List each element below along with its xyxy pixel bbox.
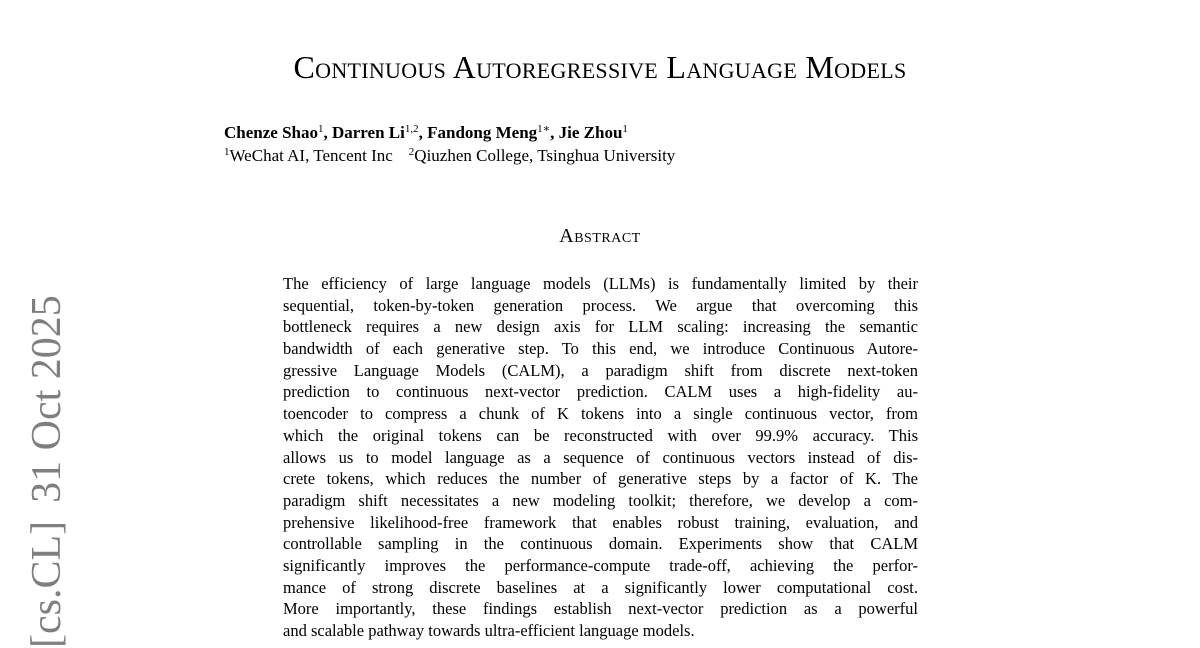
arxiv-date: 31 Oct 2025 (24, 295, 70, 503)
abstract-line: mance of strong discrete baselines at a significantly lower computational cost. (283, 577, 918, 597)
abstract-line: prehensive likelihood-free framework that enables robust training, evaluation, and (283, 512, 918, 532)
abstract-line: prediction to continuous next-vector prediction. CALM uses a high-fidelity au- (283, 382, 918, 402)
author-list: Chenze Shao$^1$, Darren Li$^{1,2}$, Fandong Meng$^{1∗}$, Jie Zhou$^1$ (224, 123, 628, 142)
abstract-line: toencoder to compress a chunk of K tokens into a single continuous vector, from (283, 404, 918, 424)
author-affiliation-mark: 1 (622, 123, 628, 135)
author-affiliation-mark: 1∗ (537, 123, 551, 135)
abstract-line: More importantly, these findings establish next-vector prediction as a powerful (283, 599, 918, 619)
affiliation-name: WeChat AI, Tencent Inc (229, 146, 393, 165)
author-name: Darren Li (331, 123, 405, 142)
abstract-line: bottleneck requires a new design axis for LLM scaling: increasing the semantic (283, 317, 918, 337)
affiliation-mark: 1 (224, 146, 230, 158)
abstract-line: crete tokens, which reduces the number of generative steps by a factor of K. The (283, 469, 918, 489)
paper-title: Continuous Autoregressive Language Models (293, 49, 907, 85)
affiliation-list (224, 146, 675, 166)
abstract-line: significantly improves the performance-compute trade-off, achieving the perfor- (283, 555, 918, 575)
abstract-line: gressive Language Models (CALM), a paradigm shift from discrete next-token (283, 360, 918, 380)
author-name: Chenze Shao (224, 123, 318, 142)
affiliation-mark: 2 (408, 146, 415, 158)
arxiv-category: [cs.CL] (24, 520, 70, 648)
author-name: Fandong Meng (427, 123, 538, 142)
abstract-line: paradigm shift necessitates a new modeling toolkit; therefore, we develop a com- (283, 490, 918, 510)
author-affiliation-mark: 1,2 (404, 123, 419, 135)
abstract-line: allows us to model language as a sequence of continuous vectors instead of dis- (283, 447, 918, 467)
affiliation-name: Qiuzhen College, Tsinghua University (414, 146, 676, 165)
abstract-line: controllable sampling in the continuous domain. Experiments show that CALM (283, 534, 918, 554)
abstract-line: which the original tokens can be reconstructed with over 99.9% accuracy. This (283, 425, 918, 445)
abstract-line: sequential, token-by-token generation process. We argue that overcoming this (283, 295, 918, 315)
abstract-line: and scalable pathway towards ultra-efficient language models. (283, 621, 695, 640)
abstract-line: bandwidth of each generative step. To this end, we introduce Continuous Autore- (283, 339, 918, 359)
author-affiliation-mark: 1 (317, 123, 324, 135)
arxiv-stamp (26, 295, 68, 648)
abstract-heading: Abstract (559, 225, 641, 247)
abstract-body (283, 273, 918, 642)
abstract-line: The efficiency of large language models (LLMs) is fundamentally limited by their (283, 274, 918, 293)
author-name: Jie Zhou (558, 123, 623, 142)
